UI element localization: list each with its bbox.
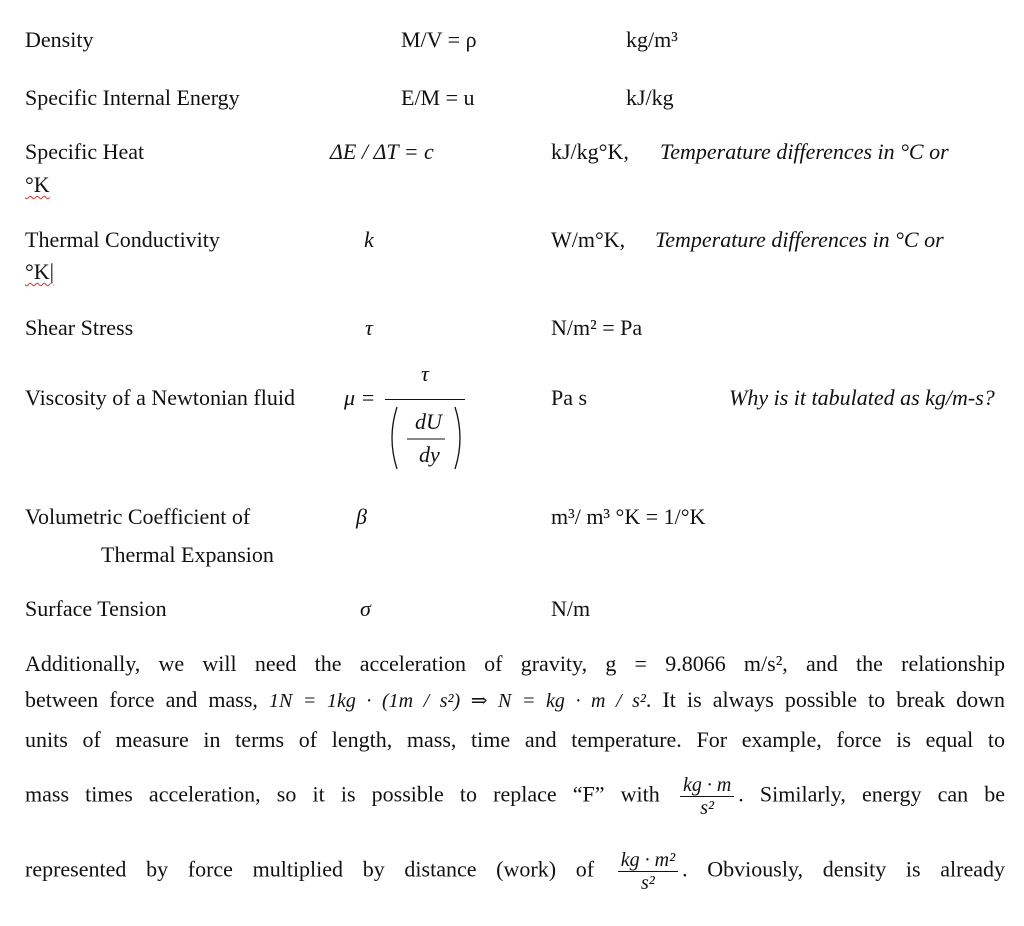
row-label-cont-thermal-conductivity: °K| bbox=[25, 259, 55, 284]
formula-volumetric-coefficient: β bbox=[356, 504, 367, 529]
force-mass-equation: 1N = 1kg · (1m / s²) ⇒ N = kg · m / s² bbox=[269, 690, 646, 712]
unit-specific-heat: kJ/kg°K, bbox=[551, 139, 629, 164]
row-label-cont-volumetric-coefficient: Thermal Expansion bbox=[101, 542, 274, 567]
row-label-specific-internal-energy: Specific Internal Energy bbox=[25, 85, 240, 110]
row-label-volumetric-coefficient: Volumetric Coefficient of bbox=[25, 504, 251, 529]
row-label-shear-stress: Shear Stress bbox=[25, 315, 134, 340]
paragraph-line-4-text-b: . Similarly, energy can be bbox=[738, 781, 1006, 807]
unit-shear-stress: N/m² = Pa bbox=[551, 315, 643, 340]
unit-surface-tension: N/m bbox=[551, 596, 591, 621]
paragraph-line-4-text-a: mass times acceleration, so it is possible to replace “F” with bbox=[25, 781, 660, 807]
formula-shear-stress: τ bbox=[365, 315, 373, 340]
paragraph-line-3: units of measure in terms of length, mass, time and temperature. For example, force is equal to bbox=[25, 727, 1005, 752]
fraction-numerator: kg · m² bbox=[618, 849, 678, 872]
formula-surface-tension: σ bbox=[360, 596, 371, 621]
fraction-numerator: kg · m bbox=[680, 774, 734, 797]
row-label-thermal-conductivity: Thermal Conductivity bbox=[25, 227, 220, 252]
fraction-denominator: s² bbox=[641, 872, 655, 894]
paragraph-line-1: Additionally, we will need the acceleration of gravity, g = 9.8066 m/s², and the relationship bbox=[25, 651, 1005, 676]
energy-units-fraction bbox=[618, 849, 678, 894]
unit-volumetric-coefficient: m³/ m³ °K = 1/°K bbox=[551, 504, 706, 529]
unit-viscosity: Pa s bbox=[551, 385, 588, 410]
row-label-cont-specific-heat: °K bbox=[25, 172, 50, 197]
paragraph-line-4 bbox=[25, 774, 1005, 819]
note-specific-heat: Temperature differences in °C or bbox=[660, 139, 949, 164]
formula-viscosity-lhs: μ = bbox=[344, 385, 376, 410]
row-label-viscosity: Viscosity of a Newtonian fluid bbox=[25, 385, 295, 410]
unit-thermal-conductivity: W/m°K, bbox=[551, 227, 626, 252]
formula-viscosity-dy: dy bbox=[419, 442, 440, 467]
formula-viscosity-numerator: τ bbox=[421, 361, 429, 386]
paragraph-line-5-text-a: represented by force multiplied by distance (work) of bbox=[25, 856, 595, 882]
formula-specific-heat: ΔE / ΔT = c bbox=[330, 139, 434, 164]
paragraph-line-5-text-b: . Obviously, density is already bbox=[682, 856, 1006, 882]
formula-specific-internal-energy: E/M = u bbox=[401, 85, 475, 110]
note-viscosity: Why is it tabulated as kg/m-s? bbox=[729, 385, 995, 410]
force-units-fraction bbox=[680, 774, 734, 819]
fraction-denominator: s² bbox=[700, 797, 714, 819]
unit-specific-internal-energy: kJ/kg bbox=[626, 85, 674, 110]
paragraph-line-5 bbox=[25, 849, 1005, 894]
fraction-bar bbox=[385, 399, 465, 400]
formula-density: M/V = ρ bbox=[401, 27, 477, 52]
unit-density: kg/m³ bbox=[626, 27, 678, 52]
formula-viscosity-du: dU bbox=[415, 409, 442, 434]
formula-thermal-conductivity: k bbox=[364, 227, 374, 252]
row-label-specific-heat: Specific Heat bbox=[25, 139, 145, 164]
row-label-density: Density bbox=[25, 27, 94, 52]
paragraph-line-2-text-b: . It is always possible to break down bbox=[645, 687, 1006, 712]
row-label-surface-tension: Surface Tension bbox=[25, 596, 167, 621]
note-thermal-conductivity: Temperature differences in °C or bbox=[655, 227, 944, 252]
paragraph-line-2-text-a: between force and mass, bbox=[25, 687, 258, 712]
paragraph-line-2 bbox=[25, 686, 1005, 715]
